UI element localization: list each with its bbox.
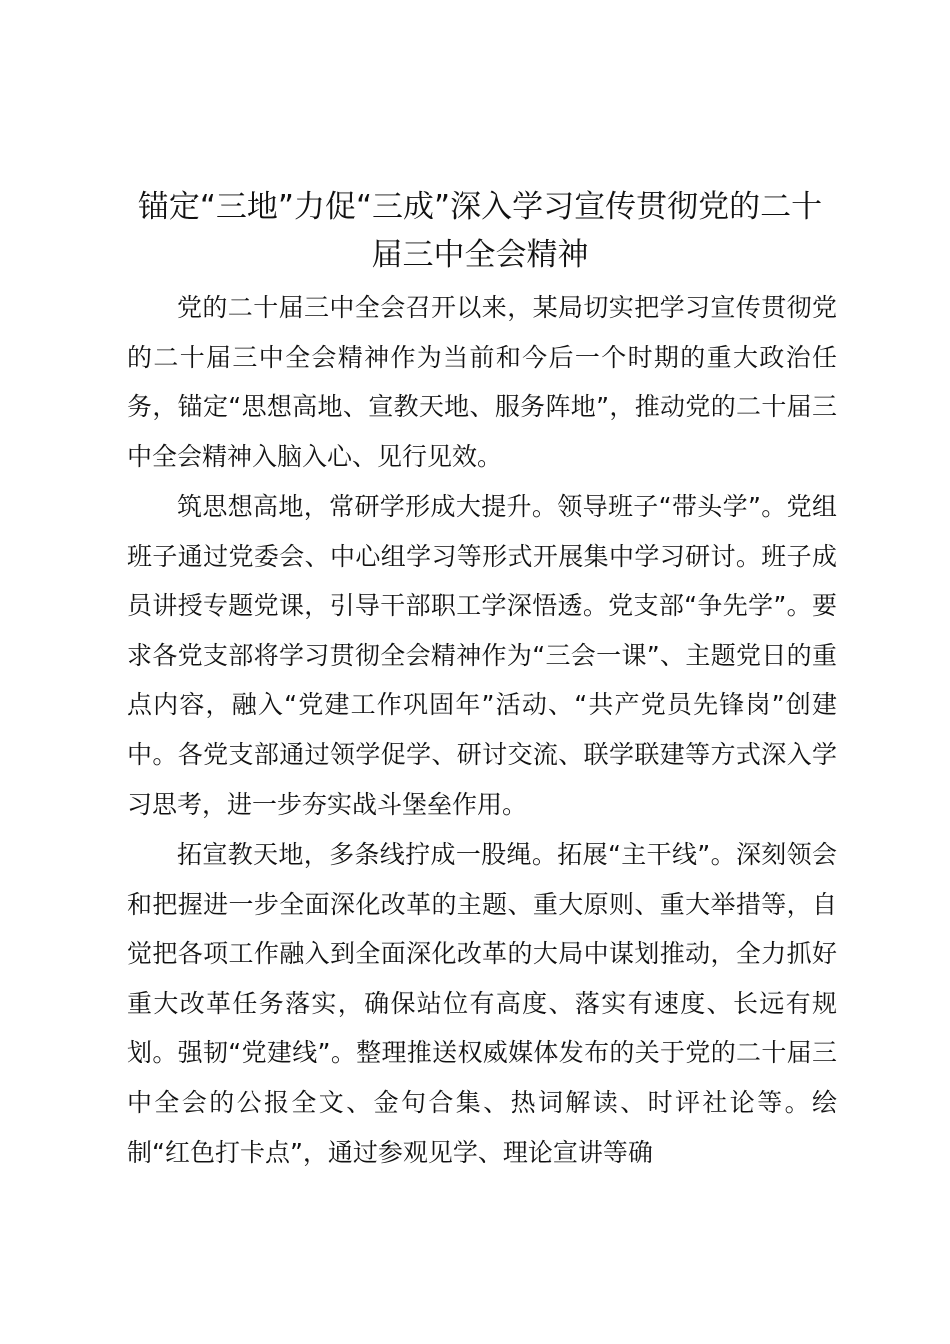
paragraph-intro: 党的二十届三中全会召开以来，某局切实把学习宣传贯彻党的二十届三中全会精神作为当前和今后一个时期的重大政治任务，锚定“思想高地、宣教天地、服务阵地”，推动党的二十届三中全会精神入脑入心、见行见效。 (127, 293, 837, 471)
paragraph-publicity-field: 拓宣教天地，多条线拧成一股绳。拓展“主干线”。深刻领会和把握进一步全面深化改革的主题、重大原则、重大举措等，自觉把各项工作融入到全面深化改革的大局中谋划推动，全力抓好重大改革任务落实，确保站位有高度、落实有速度、长远有规划。强韧“党建线”。整理推送权威媒体发布的关于党的二十届三中全会的公报全文、金句合集、热词解读、时评社论等。绘制“红色打卡点”，通过参观见学、理论宣讲等确 (127, 840, 837, 1167)
document-title-line-2: 届三中全会精神 (371, 237, 589, 273)
paragraph-thought-highland: 筑思想高地，常研学形成大提升。领导班子“带头学”。党组班子通过党委会、中心组学习等形式开展集中学习研讨。班子成员讲授专题党课，引导干部职工学深悟透。党支部“争先学”。要求各党支部将学习贯彻全会精神作为“三会一课”、主题党日的重点内容，融入“党建工作巩固年”活动、“共产党员先锋岗”创建中。各党支部通过领学促学、研讨交流、联学联建等方式深入学习思考，进一步夯实战斗堡垒作用。 (127, 492, 837, 819)
document-title-line-1: 锚定“三地”力促“三成”深入学习宣传贯彻党的二十 (137, 189, 823, 225)
